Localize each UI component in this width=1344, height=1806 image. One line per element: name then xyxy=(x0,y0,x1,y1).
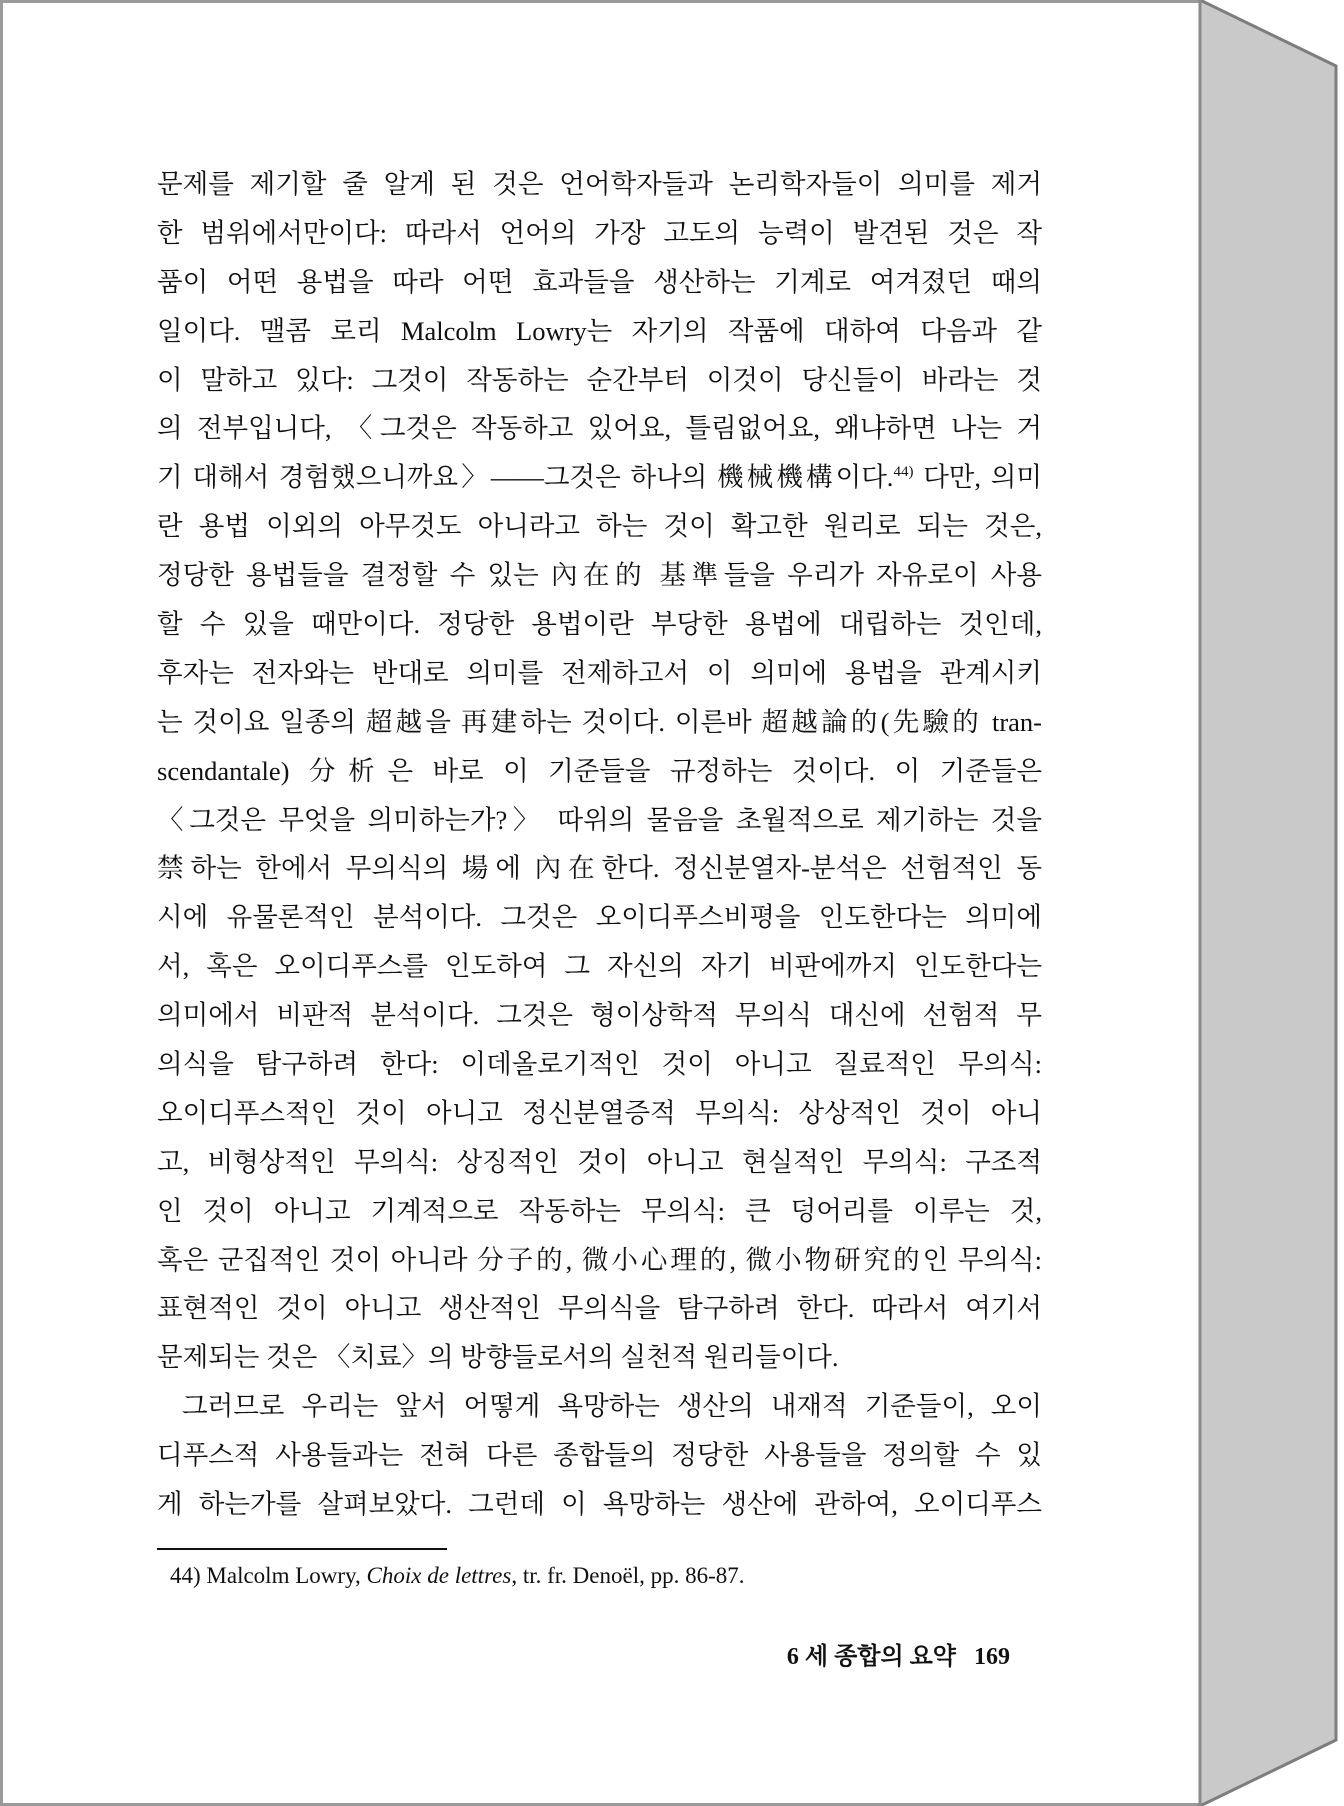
text-line: 품이 어떤 용법을 따라 어떤 효과들을 생산하는 기계로 여겨졌던 때의 xyxy=(157,266,1042,297)
text-line: 인 것이 아니고 기계적으로 작동하는 무의식: 큰 덩어리를 이루는 것, xyxy=(157,1195,1042,1226)
footnote-details: , tr. fr. Denoël, pp. 86-87. xyxy=(511,1563,745,1588)
text-line: 정당한 용법들을 결정할 수 있는 內在的 基準들을 우리가 자유로이 사용 xyxy=(157,560,1042,591)
footnote-divider xyxy=(157,1548,447,1550)
text-line: 서, 혹은 오이디푸스를 인도하여 그 자신의 자기 비판에까지 인도한다는 xyxy=(157,951,1042,982)
text-line: 표현적인 것이 아니고 생산적인 무의식을 탐구하려 한다. 따라서 여기서 xyxy=(157,1293,1042,1324)
text-line: 禁하는 한에서 무의식의 場에 內在한다. 정신분열자-분석은 선험적인 동 xyxy=(157,853,1042,884)
text-line: 일이다. 맬콤 로리 Malcolm Lowry는 자기의 작품에 대하여 다음과 같 xyxy=(157,315,1042,346)
footnote-number: 44) xyxy=(170,1563,201,1588)
text-line: 이 말하고 있다: 그것이 작동하는 순간부터 이것이 당신들이 바라는 것 xyxy=(157,364,1042,395)
text-line: 의미에서 비판적 분석이다. 그것은 형이상학적 무의식 대신에 선험적 무 xyxy=(157,1000,1042,1031)
text-line: 후자는 전자와는 반대로 의미를 전제하고서 이 의미에 용법을 관계시키 xyxy=(157,657,1042,688)
text-line: 의 전부입니다, 〈그것은 작동하고 있어요, 틀림없어요, 왜냐하면 나는 거 xyxy=(157,413,1042,444)
text-line: 의식을 탐구하려 한다: 이데올로기적인 것이 아니고 질료적인 무의식: xyxy=(157,1049,1042,1080)
footnote-author: Malcolm Lowry, xyxy=(206,1563,361,1588)
text-line: 는 것이요 일종의 超越을 再建하는 것이다. 이른바 超越論的(先驗的 tran- xyxy=(157,706,1042,737)
text-line: 시에 유물론적인 분석이다. 그것은 오이디푸스비평을 인도한다는 의미에 xyxy=(157,902,1042,933)
text-line: 한 범위에서만이다: 따라서 언어의 가장 고도의 능력이 발견된 것은 작 xyxy=(157,217,1042,248)
running-footer xyxy=(640,1641,1010,1673)
text-line: scendantale) 分析은 바로 이 기준들을 규정하는 것이다. 이 기준들은 xyxy=(157,755,1042,786)
text-line: 〈그것은 무엇을 의미하는가?〉 따위의 물음을 초월적으로 제기하는 것을 xyxy=(157,804,1042,835)
footnote-reference: 44) xyxy=(893,464,914,481)
text-line-with-note xyxy=(157,453,1042,502)
footnote xyxy=(170,1560,1070,1592)
text-line: 디푸스적 사용들과는 전혀 다른 종합들의 정당한 사용들을 정의할 수 있 xyxy=(157,1440,1042,1471)
body-text xyxy=(157,160,1042,1529)
text-line: 할 수 있을 때만이다. 정당한 용법이란 부당한 용법에 대립하는 것인데, xyxy=(157,609,1042,640)
text-line: 혹은 군집적인 것이 아니라 分子的, 微小心理的, 微小物研究的인 무의식: xyxy=(157,1244,1042,1275)
text-line: 란 용법 이외의 아무것도 아니라고 하는 것이 확고한 원리로 되는 것은, xyxy=(157,511,1042,542)
text-segment: 다만, 의미 xyxy=(913,462,1042,493)
text-line: 문제를 제기할 줄 알게 된 것은 언어학자들과 논리학자들이 의미를 제거 xyxy=(157,169,1042,199)
paragraph-last-line: 문제되는 것은 〈치료〉의 방향들로서의 실천적 원리들이다. xyxy=(157,1342,839,1373)
text-line: 고, 비형상적인 무의식: 상징적인 것이 아니고 현실적인 무의식: 구조적 xyxy=(157,1146,1042,1177)
text-line: 오이디푸스적인 것이 아니고 정신분열증적 무의식: 상상적인 것이 아니 xyxy=(157,1097,1042,1128)
footnote-title: Choix de lettres xyxy=(366,1563,512,1588)
text-segment: 기 대해서 경험했으니까요〉——그것은 하나의 機械機構이다. xyxy=(157,462,894,493)
page-number: 169 xyxy=(974,1644,1010,1670)
page-edge-face xyxy=(1200,0,1336,1806)
paragraph-first-line: 그러므로 우리는 앞서 어떻게 욕망하는 생산의 내재적 기준들이, 오이 xyxy=(182,1391,1042,1422)
chapter-title: 6 세 종합의 요약 xyxy=(786,1644,956,1670)
text-line: 게 하는가를 살펴보았다. 그런데 이 욕망하는 생산에 관하여, 오이디푸스 xyxy=(157,1489,1042,1520)
